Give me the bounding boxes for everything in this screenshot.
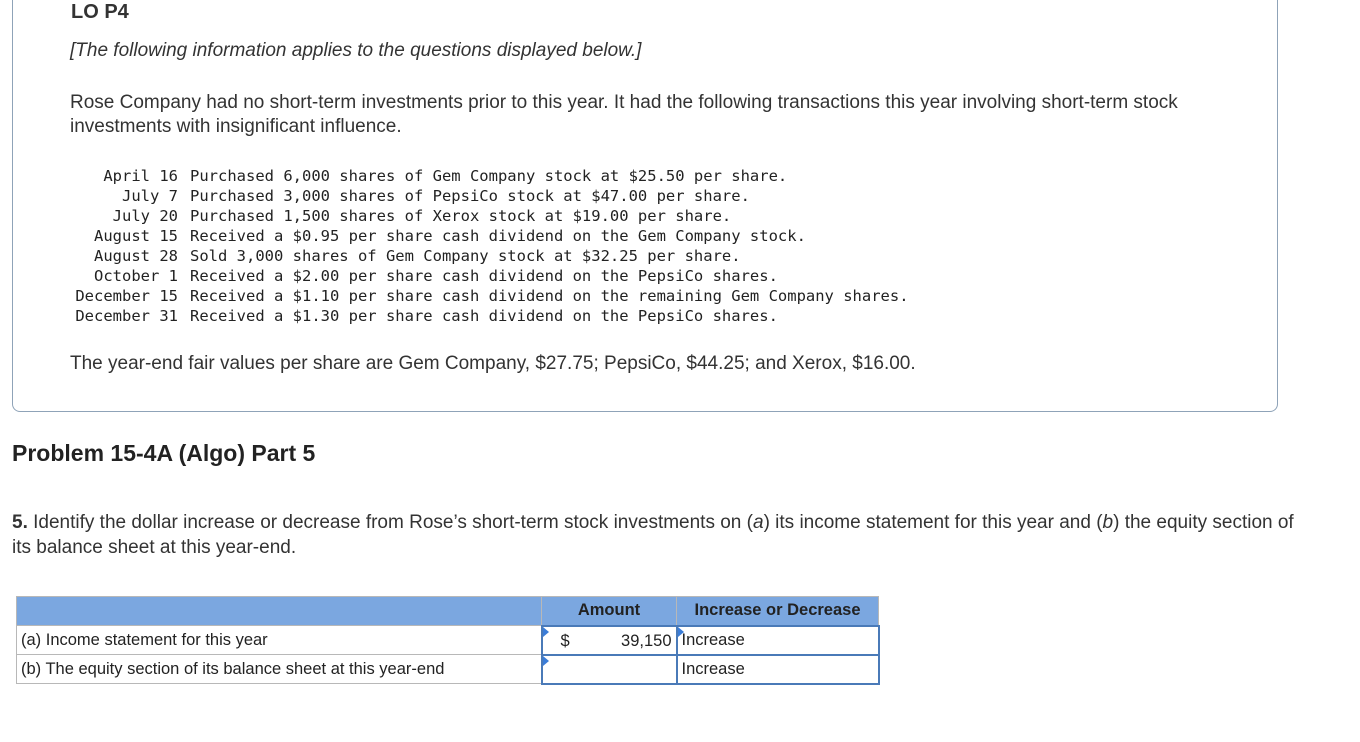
transaction-date: December 15: [75, 287, 178, 305]
direction-value: Increase: [681, 659, 745, 678]
transaction-date: August 28: [94, 247, 178, 265]
question-b-marker: b: [1102, 512, 1114, 533]
transaction-row: [70, 306, 909, 326]
table-header-row: [17, 597, 879, 626]
transaction-date: July 20: [112, 207, 178, 225]
transactions-list: [70, 166, 909, 326]
table-row: [17, 655, 879, 684]
problem-title: Problem 15-4A (Algo) Part 5: [12, 440, 316, 466]
question-part-2: ) its income statement for this year and (: [763, 512, 1103, 533]
transaction-text: Purchased 3,000 shares of PepsiCo stock at $47.00 per share.: [190, 187, 750, 205]
question-part-3: ) the equity section of its balance sheet at this year-end.: [12, 512, 1294, 558]
transaction-date: December 31: [75, 307, 178, 325]
question-part-1: Identify the dollar increase or decrease from Rose’s short-term stock investments on (: [27, 512, 753, 533]
intro-note: [The following information applies to the questions displayed below.]: [70, 40, 642, 61]
row-label: (a) Income statement for this year: [17, 626, 542, 655]
question-a-marker: a: [752, 512, 764, 533]
transaction-text: Received a $1.30 per share cash dividend on the PepsiCo shares.: [190, 307, 778, 325]
transaction-date: July 7: [122, 187, 178, 205]
header-amount: Amount: [542, 597, 677, 626]
transaction-text: Received a $0.95 per share cash dividend on the Gem Company stock.: [190, 227, 806, 245]
transaction-row: [70, 206, 909, 226]
learning-objective-label: LO P4: [71, 1, 129, 23]
header-label: [17, 597, 542, 626]
question-number: 5.: [12, 512, 28, 533]
amount-input-a[interactable]: [542, 626, 677, 655]
amount-input-b[interactable]: [542, 655, 677, 684]
table-row: [17, 626, 879, 655]
transaction-text: Purchased 1,500 shares of Xerox stock at $19.00 per share.: [190, 207, 732, 225]
transaction-date: April 16: [103, 167, 178, 185]
transaction-row: [70, 226, 909, 246]
question-text: [12, 510, 1312, 560]
scenario-text: Rose Company had no short-term investments prior to this year. It had the following transactions this year involving short-term stock investments with insignificant influence.: [70, 92, 1178, 137]
transaction-date: October 1: [94, 267, 178, 285]
flag-icon: [543, 656, 549, 666]
transaction-row: [70, 166, 909, 186]
direction-value: Increase: [681, 630, 745, 649]
transaction-row: [70, 186, 909, 206]
transaction-row: [70, 266, 909, 286]
row-label: (b) The equity section of its balance sheet at this year-end: [17, 655, 542, 684]
fair-values-text: The year-end fair values per share are Gem Company, $27.75; PepsiCo, $44.25; and Xerox, $16.00.: [70, 353, 916, 374]
transaction-text: Received a $2.00 per share cash dividend on the PepsiCo shares.: [190, 267, 778, 285]
transaction-date: August 15: [94, 227, 178, 245]
transaction-text: Sold 3,000 shares of Gem Company stock at $32.25 per share.: [190, 247, 741, 265]
transaction-text: Received a $1.10 per share cash dividend on the remaining Gem Company shares.: [190, 287, 909, 305]
currency-symbol: $: [560, 631, 570, 650]
header-direction: Increase or Decrease: [677, 597, 879, 626]
direction-select-b[interactable]: [677, 655, 879, 684]
direction-select-a[interactable]: [677, 626, 879, 655]
amount-value: 39,150: [621, 631, 672, 650]
transaction-text: Purchased 6,000 shares of Gem Company stock at $25.50 per share.: [190, 167, 788, 185]
transaction-row: [70, 246, 909, 266]
flag-icon: [678, 627, 684, 637]
transaction-row: [70, 286, 909, 306]
flag-icon: [543, 627, 549, 637]
answer-table: [16, 596, 880, 685]
